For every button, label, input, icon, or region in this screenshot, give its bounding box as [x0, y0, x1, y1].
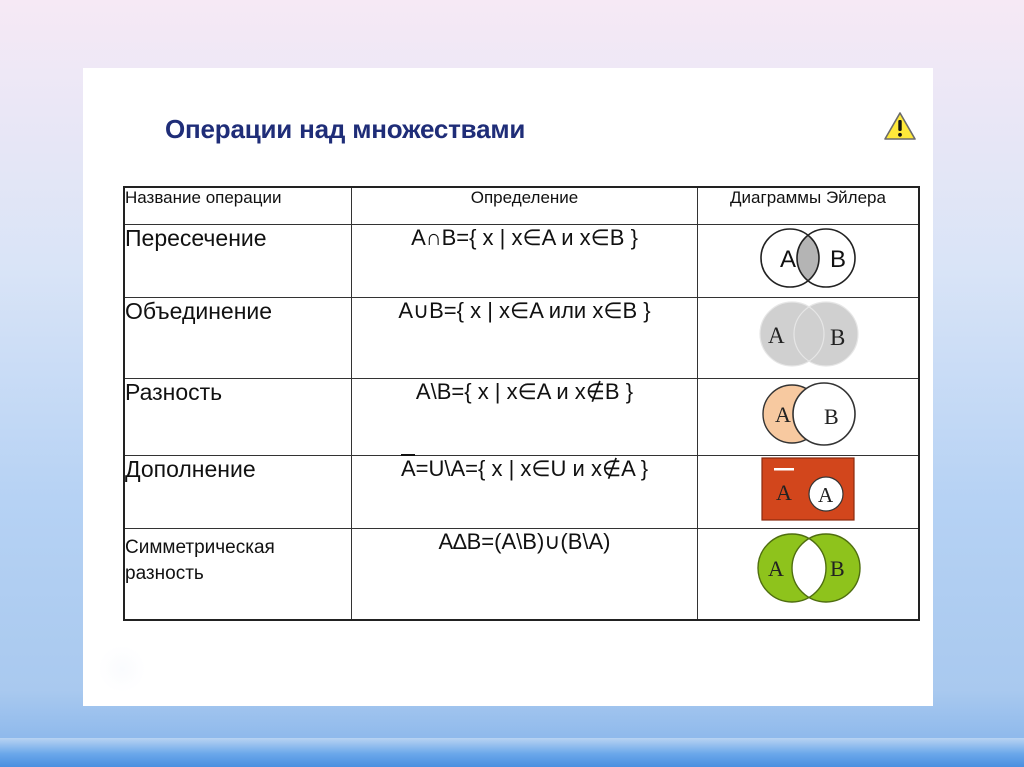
- difference-diagram: [748, 379, 868, 449]
- diagram-label-a: A: [768, 323, 785, 348]
- diagram-label-b: B: [824, 404, 839, 429]
- diagram-label-a: A: [768, 556, 784, 581]
- diagram-label-b: B: [830, 556, 845, 581]
- operation-definition: A∪B={ x | x∈A или x∈B }: [352, 298, 698, 379]
- diagram-label-a: A: [775, 402, 791, 427]
- operation-definition: A∆B=(A\B)∪(B\A): [352, 529, 698, 621]
- diagram-label-complement: A: [776, 480, 792, 505]
- euler-diagram-cell: [698, 456, 920, 529]
- header-definition: Определение: [352, 187, 698, 225]
- header-euler-diagrams: Диаграммы Эйлера: [698, 187, 920, 225]
- slide: [83, 68, 933, 706]
- bottom-band: [0, 738, 1024, 767]
- operations-table: [123, 186, 920, 621]
- operation-definition: A∩B={ x | x∈A и x∈B }: [352, 225, 698, 298]
- diagram-label-b: B: [830, 325, 846, 350]
- header-operation-name: Название операции: [124, 187, 352, 225]
- warning-triangle-icon: [883, 110, 917, 142]
- table-row: [124, 225, 919, 298]
- euler-diagram-cell: [698, 529, 920, 621]
- operation-name: Пересечение: [124, 225, 352, 298]
- diagram-label-a: A: [780, 246, 797, 273]
- operation-name: Объединение: [124, 298, 352, 379]
- complement-diagram: [760, 456, 856, 522]
- operation-definition: A\B={ x | x∈A и x∉B }: [352, 379, 698, 456]
- intersection-diagram: [748, 225, 868, 291]
- diagram-label-b: B: [830, 246, 847, 273]
- union-diagram: [746, 298, 870, 370]
- euler-diagram-cell: [698, 225, 920, 298]
- table-row: [124, 298, 919, 379]
- faint-decoration: [97, 646, 147, 692]
- table-row: [124, 529, 919, 621]
- operation-definition: A=U\A={ x | x∈U и x∉A }: [352, 456, 698, 529]
- symmetric-difference-diagram: [748, 529, 868, 607]
- euler-diagram-cell: [698, 379, 920, 456]
- table-row: [124, 379, 919, 456]
- slide-title: Операции над множествами: [165, 114, 526, 144]
- euler-diagram-cell: [698, 298, 920, 379]
- operation-name: Симметрическая разность: [124, 529, 352, 621]
- operation-name: Дополнение: [124, 456, 352, 529]
- diagram-label-a: A: [818, 483, 834, 507]
- operation-name: Разность: [124, 379, 352, 456]
- table-row: [124, 456, 919, 529]
